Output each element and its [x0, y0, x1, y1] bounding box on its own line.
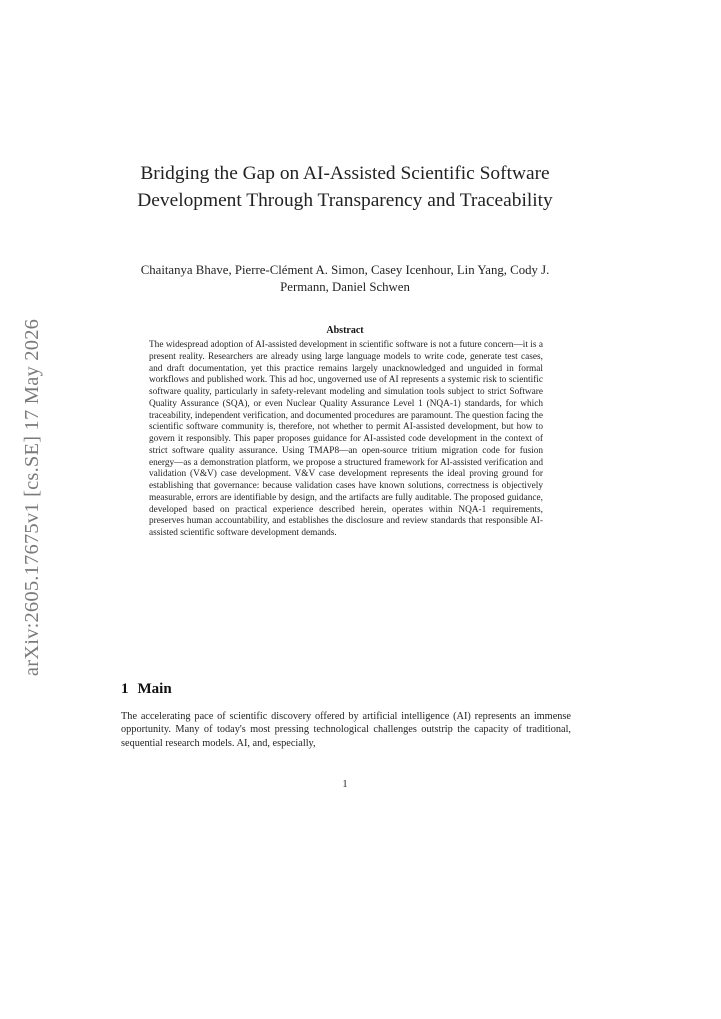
paper-title: Bridging the Gap on AI-Assisted Scientific Software Development Through Transparency and Traceability — [137, 163, 553, 211]
page-number: 1 — [342, 779, 348, 790]
section-number: 1 — [121, 681, 129, 697]
section-heading — [121, 681, 581, 698]
arxiv-sidebar-stamp — [8, 296, 58, 698]
section-title: Main — [137, 681, 172, 697]
arxiv-identifier: arXiv:2605.17675v1 [cs.SE] 17 May 2026 — [21, 318, 44, 676]
abstract-body: The widespread adoption of AI-assisted development in scientific software is not a future concern—it is a present reality. Researchers are already using large language models to write code, generate test cases, and draft documentation, yet this practice remains largely unacknowledged and unguided in formal workflows and published work. This ad hoc, ungoverned use of AI represents a systemic risk to scientific software quality, particularly in safety-relevant modeling and simulation tools subject to strict Software Quality Assurance (SQA), or even Nuclear Quality Assurance Level 1 (NQA-1) standards, for which traceability, independent verification, and documented procedures are paramount. The question facing the scientific software community is, therefore, not whether to permit AI-assisted development, but how to govern it responsibly. This paper proposes guidance for AI-assisted code development in the context of strict software quality assurance. Using TMAP8—an open-source tritium migration code for fusion energy—as a demonstration platform, we propose a structured framework for AI-assisted verification and validation (V&V) case development. V&V case development represents the ideal proving ground for establishing that governance: because validation cases have known solutions, correctness is objectively measurable, errors are identifiable by design, and the artifacts are fully auditable. The proposed guidance, developed based on practical experience described herein, operates within NQA-1 requirements, preserves human accountability, and establishes the disclosure and review standards that responsible AI-assisted scientific software development demands. — [149, 340, 543, 538]
abstract-heading: Abstract — [326, 325, 364, 336]
author-list: Chaitanya Bhave, Pierre-Clément A. Simon, Casey Icenhour, Lin Yang, Cody J. Permann, Daniel Schwen — [140, 263, 550, 294]
section-body: The accelerating pace of scientific discovery offered by artificial intelligence (AI) represents an immense opportunity. Many of today's most pressing technological challenges outstrip the capacity of traditional, sequential research models. AI, and, especially, — [121, 711, 571, 749]
